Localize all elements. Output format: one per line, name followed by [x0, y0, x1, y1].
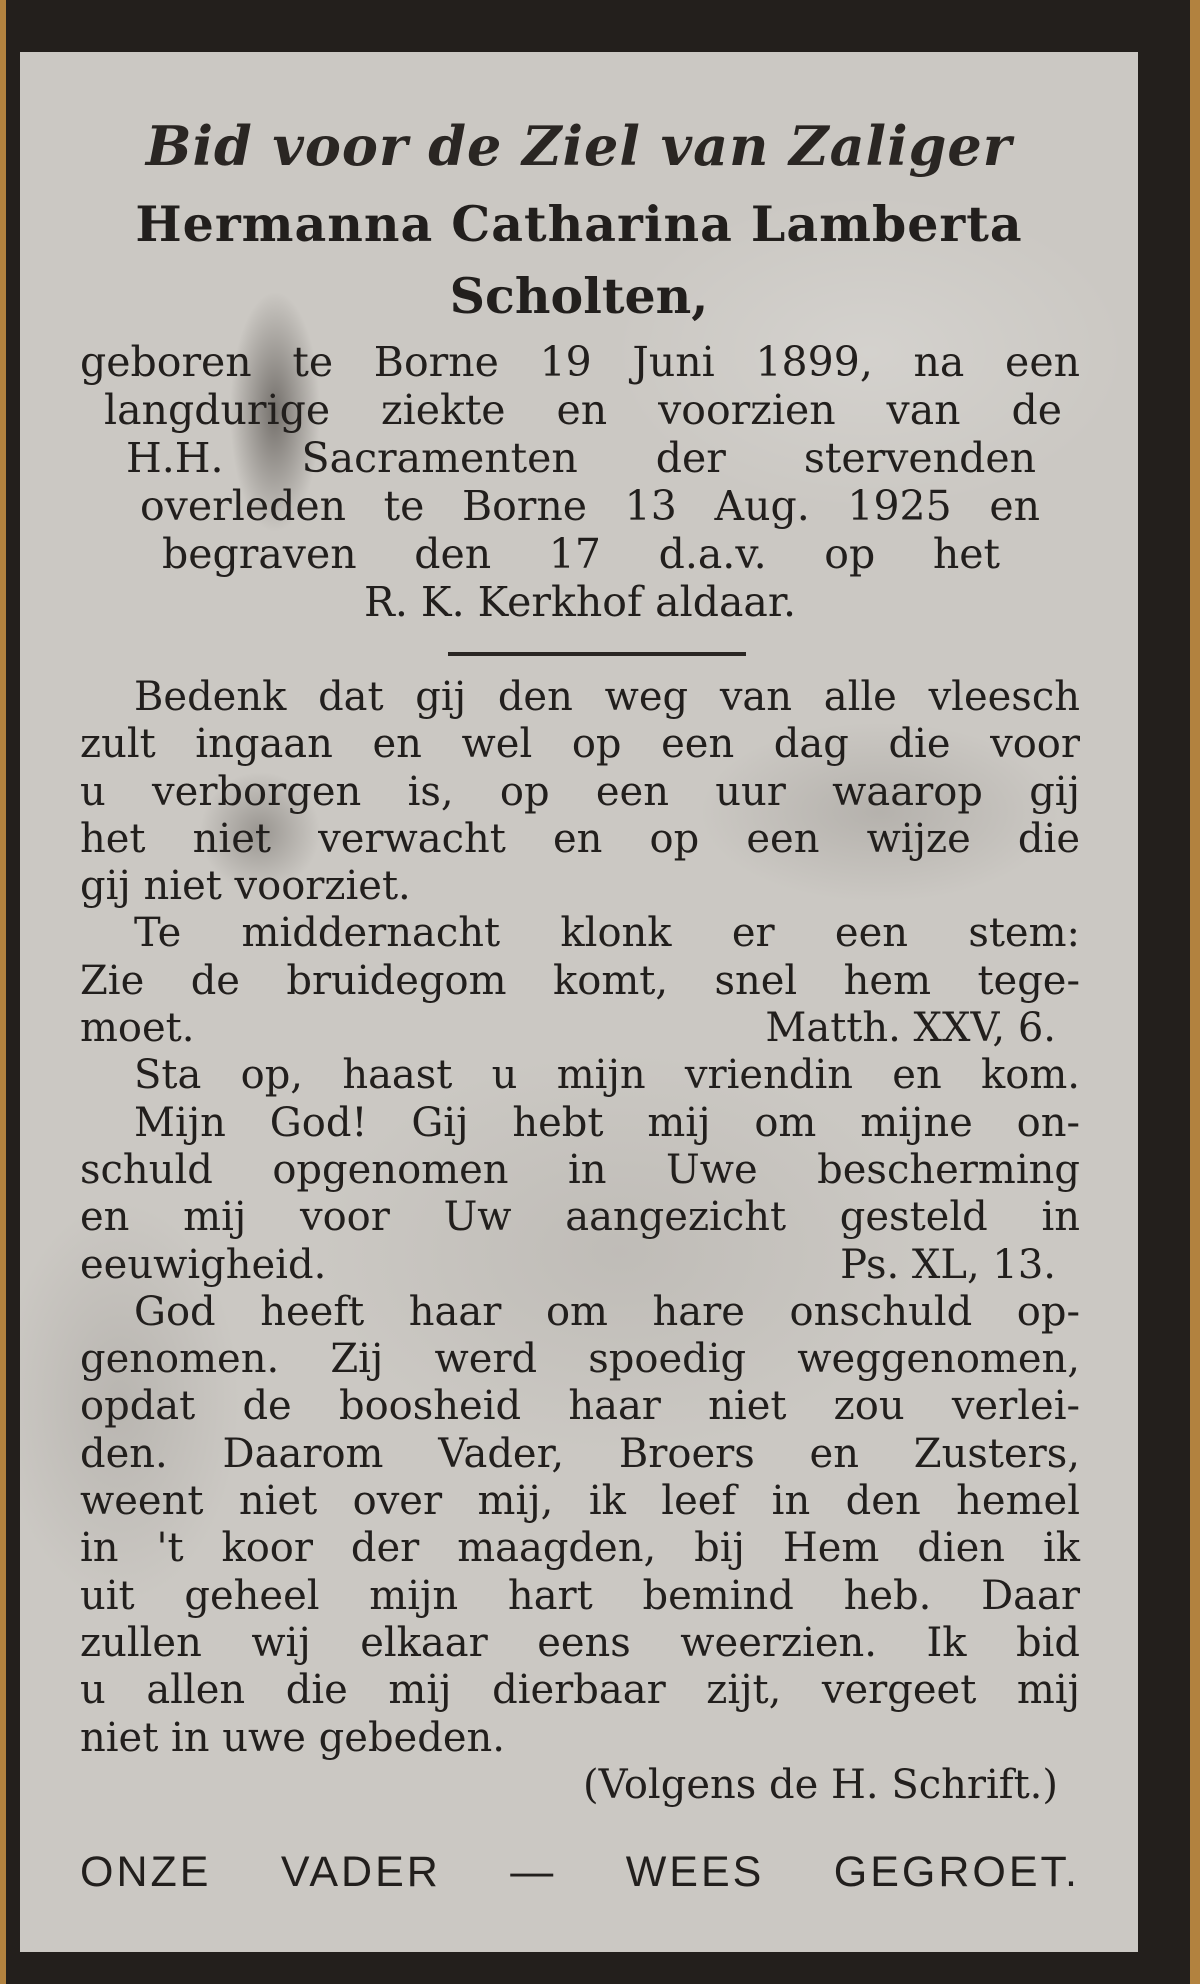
text-line: moet.: [80, 1005, 195, 1052]
text-line: u allen die mij dierbaar zijt, vergeet mij: [80, 1667, 1080, 1714]
deceased-surname: Scholten,: [449, 267, 709, 325]
text-line: genomen. Zij werd spoedig weggenomen,: [80, 1336, 1080, 1383]
bio-line: H.H. Sacramenten der stervenden: [126, 434, 1036, 482]
text-line: en mij voor Uw aangezicht gesteld in: [80, 1194, 1080, 1241]
closing-prayers: ONZE VADER — WEES GEGROET.: [80, 1848, 1080, 1896]
text-line: schuld opgenomen in Uwe bescherming: [80, 1146, 1080, 1193]
scripture-text: [80, 674, 1080, 1809]
text-line: eeuwigheid.: [80, 1241, 327, 1288]
prayer-heading: Bid voor de Ziel van Zaliger: [145, 114, 1013, 178]
text-line: u verborgen is, op een uur waarop gij: [80, 768, 1080, 815]
text-line: niet in uwe gebeden.: [80, 1714, 505, 1761]
text-line: weent niet over mij, ik leef in den hemel: [80, 1478, 1080, 1525]
text-line: opdat de boosheid haar niet zou verlei-: [80, 1383, 1080, 1430]
text-line: Zie de bruidegom komt, snel hem tege-: [80, 957, 1080, 1004]
text-line: zullen wij elkaar eens weerzien. Ik bid: [80, 1619, 1080, 1666]
memorial-card: [20, 52, 1138, 1952]
text-line: uit geheel mijn hart bemind heb. Daar: [80, 1572, 1080, 1619]
bio-line: geboren te Borne 19 Juni 1899, na een: [80, 338, 1080, 386]
bio-line: langdurige ziekte en voorzien van de: [104, 386, 1062, 434]
text-line: Mijn God! Gij hebt mij om mijne on-: [134, 1099, 1080, 1146]
source-attribution: (Volgens de H. Schrift.): [583, 1761, 1058, 1808]
scripture-reference: Ps. XL, 13.: [840, 1241, 1056, 1288]
text-line: Te middernacht klonk er een stem:: [134, 910, 1080, 957]
text-line-with-reference: [80, 1242, 1080, 1289]
text-line: Bedenk dat gij den weg van alle vleesch: [134, 674, 1080, 720]
text-line: zult ingaan en wel op een dag die voor: [80, 721, 1080, 768]
bio-line: overleden te Borne 13 Aug. 1925 en: [140, 482, 1040, 530]
bio-line: R. K. Kerkhof aldaar.: [364, 578, 796, 626]
text-line: den. Daarom Vader, Broers en Zusters,: [80, 1430, 1080, 1477]
text-line-with-reference: [80, 1005, 1080, 1052]
text-line: gij niet voorziet.: [80, 863, 411, 910]
scripture-reference: Matth. XXV, 6.: [765, 1005, 1056, 1052]
divider-rule: [448, 652, 746, 656]
text-line: het niet verwacht en op een wijze die: [80, 815, 1080, 862]
bio-line: begraven den 17 d.a.v. op het: [162, 530, 1000, 578]
text-line: in 't koor der maagden, bij Hem dien ik: [80, 1525, 1080, 1572]
text-line: Sta op, haast u mijn vriendin en kom.: [134, 1052, 1080, 1099]
biography: [80, 338, 1080, 626]
text-line: God heeft haar om hare onschuld op-: [134, 1288, 1080, 1335]
deceased-name: Hermanna Catharina Lamberta: [135, 195, 1023, 253]
